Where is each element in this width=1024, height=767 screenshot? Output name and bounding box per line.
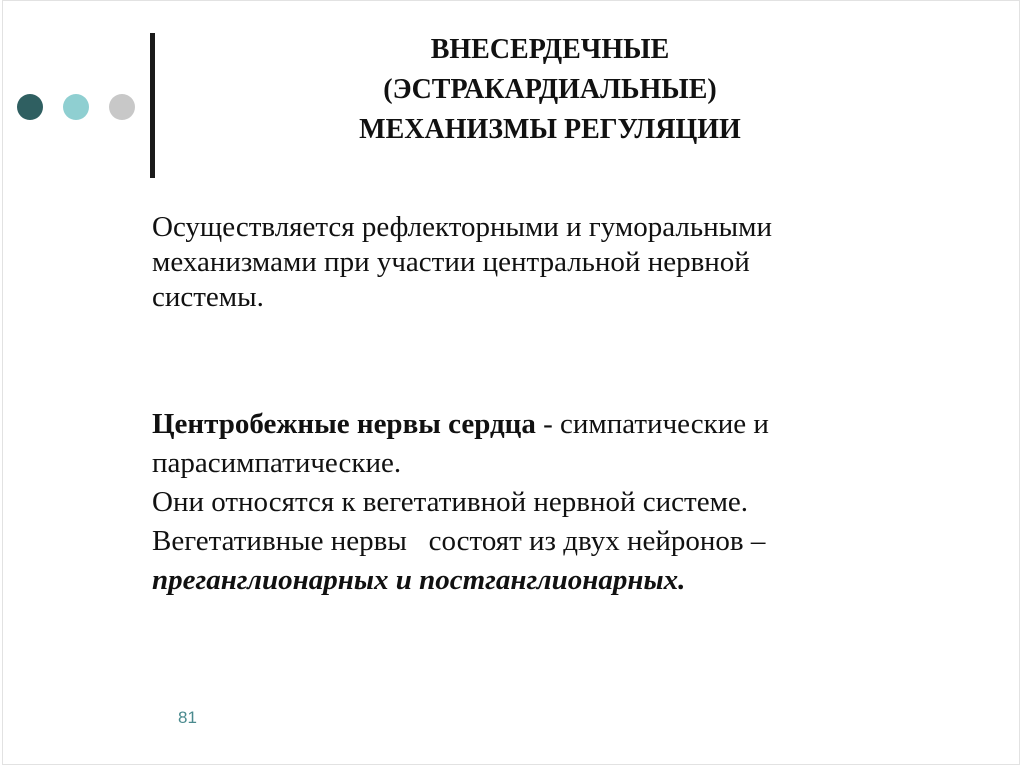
title-line-1: ВНЕСЕРДЕЧНЫЕ [430, 34, 670, 65]
paragraph-nerves-line-5: преганглионарных и постганглионарных. [152, 564, 686, 596]
page-number: 81 [178, 708, 197, 727]
bold-term: Центробежные нервы сердца [152, 408, 536, 440]
paragraph-nerves-line-2: парасимпатические. [152, 447, 402, 479]
title-line-2: (ЭСТРАКАРДИАЛЬНЫЕ) [383, 74, 717, 105]
dot-gray-icon [109, 94, 135, 120]
dot-dark-icon [17, 94, 43, 120]
line-1-rest: - симпатические и [535, 408, 769, 440]
dot-light-icon [63, 94, 89, 120]
paragraph-nerves-line-1 [152, 405, 932, 444]
paragraph-intro-line-1: Осуществляется рефлекторными и гуморальными [152, 211, 772, 243]
slide-title [290, 30, 810, 150]
paragraph-nerves-line-3: Они относятся к вегетативной нервной системе. [152, 486, 749, 518]
paragraph-intro [152, 210, 912, 315]
title-divider [150, 33, 155, 178]
title-line-3: МЕХАНИЗМЫ РЕГУЛЯЦИИ [359, 114, 741, 145]
paragraph-intro-line-3: системы. [152, 281, 264, 313]
paragraph-nerves [152, 405, 932, 600]
decorative-dots [17, 94, 135, 120]
paragraph-nerves-line-4: Вегетативные нервы состоят из двух нейронов – [152, 525, 766, 557]
paragraph-intro-line-2: механизмами при участии центральной нервной [152, 246, 750, 278]
